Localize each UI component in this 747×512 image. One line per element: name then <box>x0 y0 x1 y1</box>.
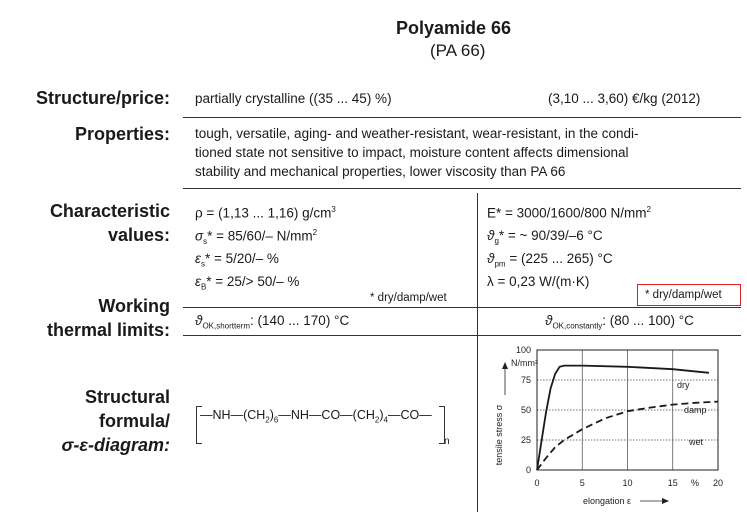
series-damp-label: damp <box>684 405 707 415</box>
x-tick-label: 0 <box>534 478 540 488</box>
y-axis-arrowhead <box>502 362 508 369</box>
label-thermal-limits: thermal limits: <box>46 320 170 340</box>
value-modulus: E* = 3000/1600/800 $N/mm^2$ <box>487 205 651 221</box>
y-tick-label: 25 <box>520 435 531 445</box>
x-axis-label: elongation ε <box>583 496 632 506</box>
stress-strain-chart <box>483 345 745 510</box>
label-values: values: <box>107 225 170 245</box>
vertical-divider <box>477 193 478 512</box>
y-axis-label: tensile stress σ <box>494 404 504 466</box>
x-tick-label: 5 <box>579 478 585 488</box>
x-axis-unit: % <box>691 478 700 488</box>
properties-line-2: tioned state not sensitive to impact, moisture content affects dimensional <box>195 145 629 160</box>
page-subtitle: (PA 66) <box>430 41 486 60</box>
series-dry-label: dry <box>677 380 690 390</box>
y-tick-label: 75 <box>520 375 531 385</box>
label-structure-price: Structure/price: <box>35 88 170 108</box>
note-right: * dry/damp/wet <box>645 289 722 301</box>
y-tick-label: 100 <box>515 345 531 355</box>
series-wet-label: wet <box>689 437 704 447</box>
y-axis-unit: N/mm² <box>511 358 538 368</box>
label-sigma-epsilon-diagram: σ-ε-diagram: <box>61 435 170 455</box>
label-characteristic: Characteristic <box>49 201 170 221</box>
properties-line-3: stability and mechanical properties, lower viscosity than PA 66 <box>195 164 566 179</box>
y-tick-label: 50 <box>520 405 531 415</box>
thermal-limit-shortterm: $ϑ_{OK,shortterm}$: (140 ... 170) °C <box>195 313 350 331</box>
value-thermal-conductivity: λ = 0,23 W/(m·K) <box>487 274 590 289</box>
properties-line-1: tough, versatile, aging- and weather-resistant, wear-resistant, in the condi- <box>195 126 639 141</box>
value-density: ρ = (1,13 ... 1,16) $g/cm^3$ <box>195 205 336 221</box>
divider-structure <box>183 117 741 118</box>
value-elongation-break: $\varepsilon_B* = 25/> 50/-$ % <box>195 274 300 292</box>
label-working: Working <box>98 296 170 316</box>
divider-properties <box>183 188 741 189</box>
x-tick-label: 10 <box>622 478 633 488</box>
note-left: * dry/damp/wet <box>370 292 447 304</box>
structure-text: partially crystalline ((35 ... 45) %) <box>195 91 392 106</box>
label-structural: Structural <box>84 387 170 407</box>
x-tick-label: 15 <box>667 478 678 488</box>
value-glass-transition: $ϑ_g*$ = ~ 90/39/–6 °C <box>487 228 603 246</box>
x-tick-label: 20 <box>712 478 724 488</box>
formula-repeat-n: n <box>444 436 450 447</box>
value-melting-temperature: $ϑ_{pm} = (225$ ... 265) °C <box>487 251 613 269</box>
page-title: Polyamide 66 <box>396 18 512 38</box>
thermal-limit-constant: $ϑ_{OK,constantly}$: (80 ... 100) °C <box>545 313 694 331</box>
value-yield-strain: $\varepsilon_s* = 5/20/-$ % <box>195 251 279 269</box>
x-axis-arrowhead <box>662 498 669 504</box>
divider-values <box>183 307 741 308</box>
structural-formula: $—NH—(CH_2)_6—NH—CO—(CH_2)_4—CO—$ <box>200 408 432 425</box>
value-yield-stress: $\sigma_s* = 85/60/-$ $N/mm^2$ <box>195 228 318 247</box>
divider-thermal <box>183 335 741 336</box>
y-tick-label: 0 <box>525 465 531 475</box>
label-properties: Properties: <box>74 124 170 144</box>
price-text: (3,10 ... 3,60) €/kg (2012) <box>548 91 701 106</box>
label-formula: formula/ <box>98 411 170 431</box>
